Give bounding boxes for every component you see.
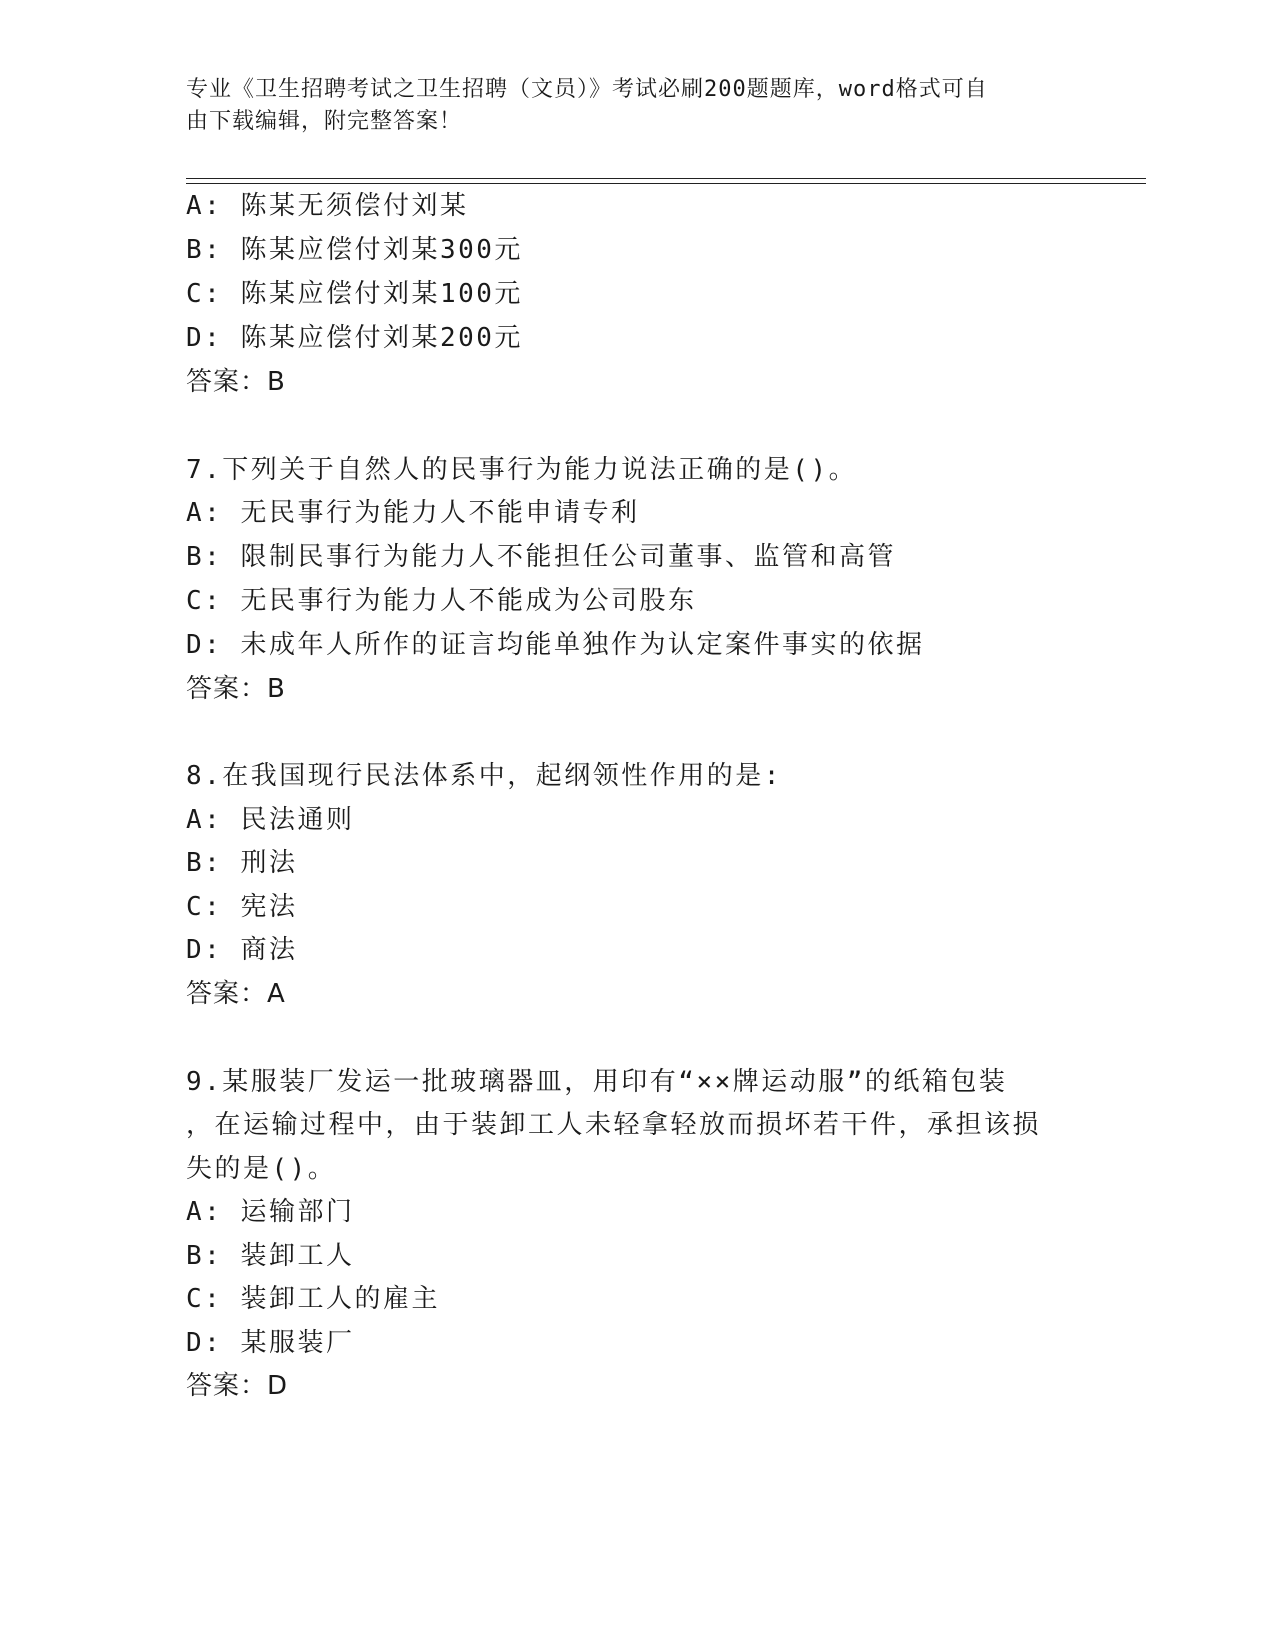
q6-option-a: A: 陈某无须偿付刘某 bbox=[186, 191, 469, 221]
q9-stem-line-3: 失的是()。 bbox=[186, 1154, 337, 1184]
q8-option-b: B: 刑法 bbox=[186, 848, 298, 878]
q7-stem: 7.下列关于自然人的民事行为能力说法正确的是()。 bbox=[186, 455, 858, 485]
header-rule-top bbox=[186, 178, 1146, 179]
q9-option-c: C: 装卸工人的雇主 bbox=[186, 1284, 440, 1314]
q9-option-b: B: 装卸工人 bbox=[186, 1241, 355, 1271]
q6-option-b: B: 陈某应偿付刘某300元 bbox=[186, 235, 523, 265]
q7-option-d: D: 未成年人所作的证言均能单独作为认定案件事实的依据 bbox=[186, 630, 925, 660]
q7-option-c: C: 无民事行为能力人不能成为公司股东 bbox=[186, 586, 697, 616]
q7-option-a: A: 无民事行为能力人不能申请专利 bbox=[186, 498, 640, 528]
q9-stem-line-1: 9.某服装厂发运一批玻璃器皿，用印有“××牌运动服”的纸箱包装 bbox=[186, 1067, 1008, 1097]
q7-option-b: B: 限制民事行为能力人不能担任公司董事、监管和高管 bbox=[186, 542, 896, 572]
header-line-2: 由下载编辑，附完整答案！ bbox=[186, 109, 463, 134]
q8-option-d: D: 商法 bbox=[186, 935, 298, 965]
q9-answer: 答案：D bbox=[186, 1371, 289, 1401]
q7-answer: 答案：B bbox=[186, 674, 286, 704]
q6-option-c: C: 陈某应偿付刘某100元 bbox=[186, 279, 523, 309]
header-rule-bottom bbox=[186, 183, 1146, 184]
header-line-1: 专业《卫生招聘考试之卫生招聘（文员）》考试必刷200题题库，word格式可自 bbox=[186, 77, 988, 102]
q6-answer: 答案：B bbox=[186, 367, 286, 397]
document-header bbox=[186, 74, 1066, 138]
q6-option-d: D: 陈某应偿付刘某200元 bbox=[186, 323, 523, 353]
q9-option-a: A: 运输部门 bbox=[186, 1197, 355, 1227]
q8-answer: 答案：A bbox=[186, 979, 286, 1009]
q8-option-c: C: 宪法 bbox=[186, 892, 298, 922]
q8-stem: 8.在我国现行民法体系中，起纲领性作用的是: bbox=[186, 761, 782, 791]
q8-option-a: A: 民法通则 bbox=[186, 805, 355, 835]
q9-stem-line-2: ，在运输过程中，由于装卸工人未轻拿轻放而损坏若干件，承担该损 bbox=[186, 1110, 1042, 1140]
q9-option-d: D: 某服装厂 bbox=[186, 1328, 355, 1358]
